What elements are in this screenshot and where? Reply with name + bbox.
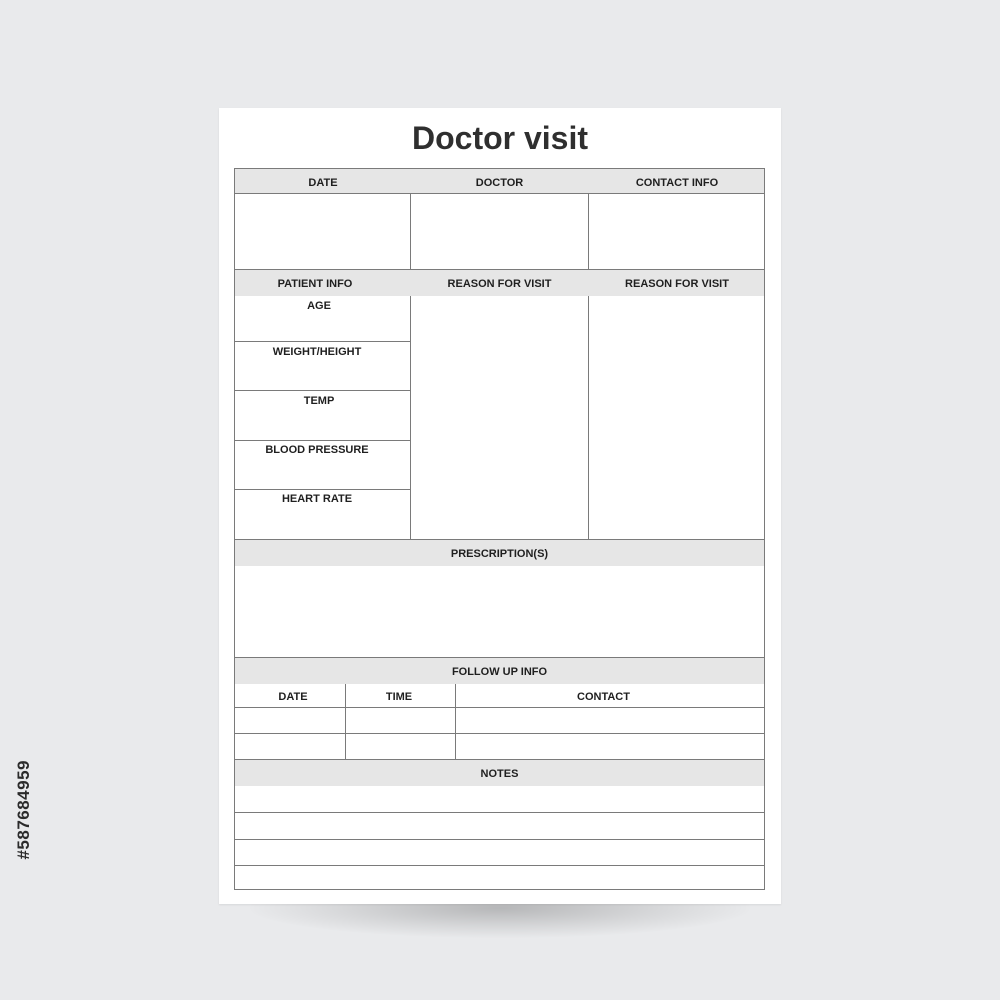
field-age: AGE	[307, 300, 331, 312]
column-divider	[410, 296, 411, 540]
divider	[234, 759, 765, 760]
field-blood-pressure: BLOOD PRESSURE	[265, 444, 369, 456]
notes-line	[234, 865, 765, 866]
header-reason-for-visit: REASON FOR VISIT	[447, 278, 552, 290]
header-notes: NOTES	[480, 768, 519, 780]
header-prescriptions: PRESCRIPTION(S)	[450, 548, 549, 560]
field-heart-rate: HEART RATE	[281, 493, 353, 505]
notes-line	[234, 812, 765, 813]
divider	[234, 657, 765, 658]
notes-line	[234, 839, 765, 840]
header-doctor: DOCTOR	[475, 177, 524, 189]
header-follow-up-info: FOLLOW UP INFO	[451, 666, 548, 678]
stock-id: #587684959	[14, 760, 33, 860]
divider	[234, 707, 765, 708]
follow-up-col-date: DATE	[278, 691, 308, 703]
divider	[234, 539, 765, 540]
field-weight-height: WEIGHT/HEIGHT	[272, 346, 362, 358]
divider	[234, 193, 765, 194]
column-divider	[588, 193, 589, 270]
divider	[234, 341, 411, 342]
field-temp: TEMP	[303, 395, 335, 407]
divider	[234, 733, 765, 734]
divider	[234, 440, 411, 441]
divider	[234, 489, 411, 490]
column-divider	[410, 193, 411, 270]
column-divider	[588, 296, 589, 540]
follow-up-col-time: TIME	[385, 691, 413, 703]
page-title: Doctor visit	[411, 120, 589, 156]
divider	[234, 269, 765, 270]
header-reason-for-visit-2: REASON FOR VISIT	[625, 278, 729, 290]
header-date: DATE	[308, 177, 338, 189]
header-contact-info: CONTACT INFO	[635, 177, 719, 189]
divider	[234, 390, 411, 391]
header-patient-info: PATIENT INFO	[277, 278, 353, 290]
follow-up-col-contact: CONTACT	[577, 691, 630, 703]
